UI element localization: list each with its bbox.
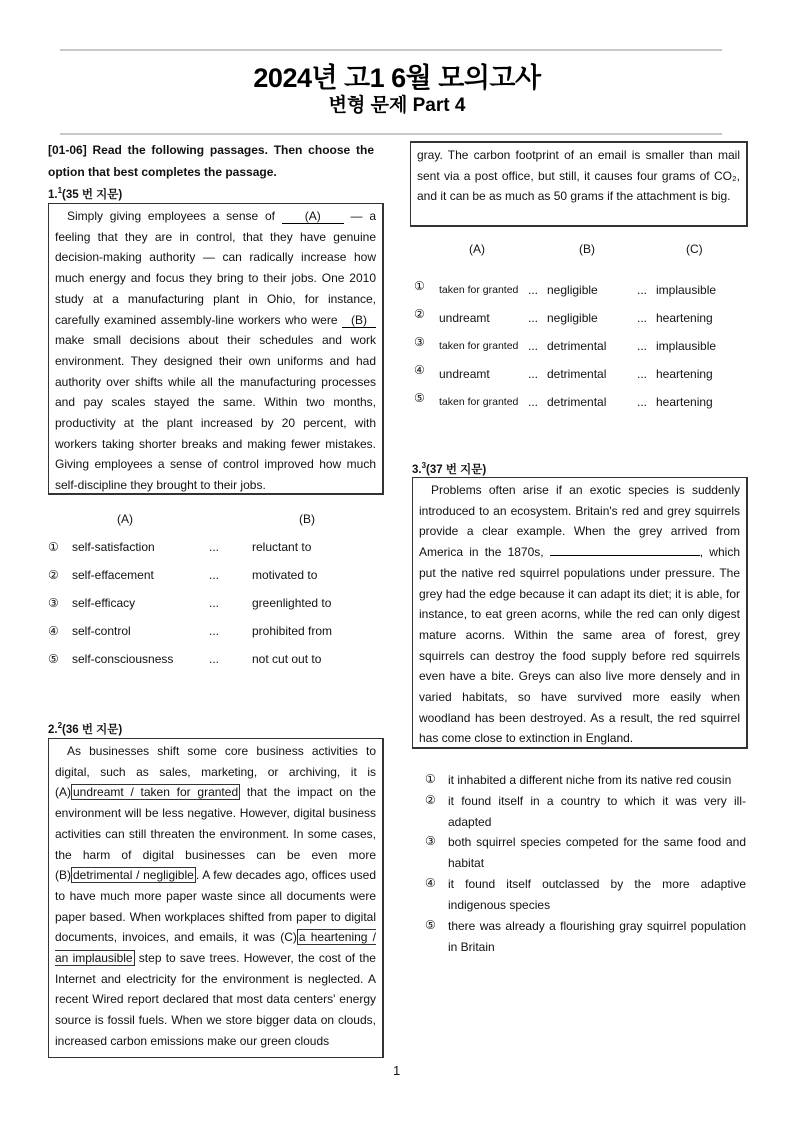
q3-option-2[interactable]: it found itself in a country to which it was very ill-adapted (448, 794, 746, 829)
q1-option-1-a[interactable]: self-satisfaction (72, 540, 155, 554)
q2-option-2-marker[interactable]: ② (414, 307, 425, 321)
q2-col-b-header: (B) (579, 242, 595, 256)
passage-text: — a feeling that they are in control, that they have genuine decision-making authority — can radically increase how much energy and focus they bring to their jobs. One 2010 study at a manufacturing plant in Ohio, for instance, carefully examined assembly-line workers who were (55, 209, 376, 327)
q2-passage-continued: gray. The carbon footprint of an email is smaller than mail sent via a post office, but still, it causes four grams of CO₂, and it can be as much as 50 grams if the attachment is big. (410, 141, 748, 227)
q2-col-c-header: (C) (686, 242, 703, 256)
passage-text: . A few decades ago, offices used to have much more paper waste since all documents were paper based. When workplaces shifted from paper to digital documents, invoices, and emails, it was (C) (55, 868, 376, 945)
q1-number: 1. (48, 188, 58, 201)
q1-option-5-b[interactable]: not cut out to (252, 652, 322, 666)
q1-option-4-a[interactable]: self-control (72, 624, 131, 638)
q1-option-1-sep: ... (209, 540, 220, 554)
q1-option-3-marker[interactable]: ③ (48, 596, 59, 610)
q2-option-5-sep1: ... (528, 395, 539, 409)
q2-option-3-sep2: ... (637, 339, 648, 353)
header-rule (60, 133, 722, 135)
q2-option-4-b[interactable]: detrimental (547, 367, 607, 381)
q3-footnote: 3 (421, 461, 427, 470)
q2-option-3-marker[interactable]: ③ (414, 335, 425, 349)
q3-option-3[interactable]: both squirrel species competed for the same food and habitat (448, 835, 746, 870)
passage-text: that the impact on the environment will be less negative. However, digital business activities can still threaten the environment. In some cases, the harm of digital businesses can be even more (B) (55, 785, 376, 883)
q2-footnote: 2 (57, 721, 63, 730)
q1-option-3-a[interactable]: self-efficacy (72, 596, 136, 610)
q1-option-4-sep: ... (209, 624, 220, 638)
q2-option-1-sep2: ... (637, 283, 648, 297)
blank-a: (A) (282, 209, 344, 224)
passage-text: make small decisions about their schedules and work environment. They designed their own uniforms and had authority over shifts while all the manufacturing processes and pay scales stayed the same. Within two months, productivity at the plant increased by 20 percent, with workers taking shorter breaks and making fewer mistakes. Giving employees a sense of control improved how much self-discipline they brought to their jobs. (55, 333, 376, 493)
q2-col-a-header: (A) (469, 242, 485, 256)
q2-option-4-sep1: ... (528, 367, 539, 381)
q3-option-3-marker[interactable]: ③ (425, 834, 436, 848)
q1-option-4-marker[interactable]: ④ (48, 624, 59, 638)
q1-option-5-sep: ... (209, 652, 220, 666)
passage-text: Problems often arise if an exotic species is suddenly introduced to an ecosystem. Britain's red and grey squirrels provide a clear example. When the grey arrived from America in the 1870s, (419, 483, 740, 560)
page-title: 2024년 고1 6월 모의고사 (253, 63, 541, 93)
q2-option-4-sep2: ... (637, 367, 648, 381)
q2-option-5-a[interactable]: taken for granted (439, 396, 519, 408)
passage-text: Simply giving employees a sense of (67, 209, 282, 223)
q1-option-3-sep: ... (209, 596, 220, 610)
page-number: 1 (393, 1063, 401, 1078)
passage-text: , which put the native red squirrel populations under pressure. The grey had the edge because it can adapt its diet; it is able, for instance, to eat green acorns, while the red can only digest mature acorns. Within the same area of forest, grey squirrels can destroy the food supply before red squirrels even have a bite. Greys can also live more densely and in varied habitats, so have survived more easily when woodland has been destroyed. As a result, the red squirrel has come close to extinction in England. (419, 545, 740, 746)
q1-passage (48, 203, 384, 495)
q2-option-1-marker[interactable]: ① (414, 279, 425, 293)
q1-option-1-b[interactable]: reluctant to (252, 540, 312, 554)
q2-option-2-a[interactable]: undreamt (439, 311, 490, 325)
q2-option-5-c[interactable]: heartening (656, 395, 713, 409)
q2-number: 2. (48, 723, 58, 736)
q2-option-3-c[interactable]: implausible (656, 339, 717, 353)
blank-b: (B) (342, 313, 376, 328)
q3-option-5-marker[interactable]: ⑤ (425, 918, 436, 932)
q1-option-5-marker[interactable]: ⑤ (48, 652, 59, 666)
top-rule (60, 49, 722, 51)
choice-box-a: undreamt / taken for granted (73, 785, 239, 800)
q2-option-1-a[interactable]: taken for granted (439, 284, 519, 296)
instructions: [01-06] Read the following passages. Then choose the option that best completes the passage. (48, 143, 374, 179)
passage-text: step to save trees. However, the cost of the Internet and electricity for the environment is neglected. A recent Wired report declared that most data centers' energy source is fossil fuels. When we store bigger data on clouds, increased carbon emissions make our green clouds (55, 951, 376, 1048)
passage-text: As businesses shift some core business activities to digital, such as sales, marketing, or archiving, it is (A) (55, 744, 376, 800)
q2-option-2-c[interactable]: heartening (656, 311, 713, 325)
q1-source: (35 번 지문) (62, 188, 123, 201)
q3-option-1-marker[interactable]: ① (425, 772, 436, 786)
q3-number: 3. (412, 463, 422, 476)
q1-option-3-b[interactable]: greenlighted to (252, 596, 332, 610)
q3-option-1[interactable]: it inhabited a different niche from its native red cousin (448, 773, 732, 787)
q3-option-2-marker[interactable]: ② (425, 793, 436, 807)
q3-option-4-marker[interactable]: ④ (425, 876, 436, 890)
q2-option-5-marker[interactable]: ⑤ (414, 391, 425, 405)
q1-col-a-header: (A) (117, 512, 133, 526)
q2-option-4-a[interactable]: undreamt (439, 367, 490, 381)
q1-label (48, 181, 122, 206)
q1-footnote: 1 (57, 186, 63, 195)
q1-option-5-a[interactable]: self-consciousness (72, 652, 174, 666)
q1-option-4-b[interactable]: prohibited from (252, 624, 333, 638)
q3-option-5[interactable]: there was already a flourishing gray squirrel population in Britain (448, 919, 746, 954)
page-subtitle: 변형 문제 Part 4 (328, 95, 466, 116)
q2-passage (48, 738, 384, 1058)
q1-option-2-a[interactable]: self-effacement (72, 568, 154, 582)
q2-option-1-c[interactable]: implausible (656, 283, 717, 297)
answer-blank (550, 555, 700, 556)
q2-option-3-a[interactable]: taken for granted (439, 340, 519, 352)
q2-option-4-marker[interactable]: ④ (414, 363, 425, 377)
q2-option-2-b[interactable]: negligible (547, 311, 598, 325)
q1-option-2-sep: ... (209, 568, 220, 582)
q1-option-2-b[interactable]: motivated to (252, 568, 318, 582)
q3-passage (412, 477, 748, 749)
q2-option-2-sep2: ... (637, 311, 648, 325)
q3-option-4[interactable]: it found itself outclassed by the more adaptive indigenous species (448, 877, 746, 912)
q2-option-4-c[interactable]: heartening (656, 367, 713, 381)
choice-box-b: detrimental / negligible (73, 868, 194, 883)
q2-option-3-b[interactable]: detrimental (547, 339, 607, 353)
choice-box-c: a heartening / an implausible (55, 930, 376, 966)
q2-option-5-sep2: ... (637, 395, 648, 409)
q1-option-1-marker[interactable]: ① (48, 540, 59, 554)
q2-option-2-sep1: ... (528, 311, 539, 325)
q1-option-2-marker[interactable]: ② (48, 568, 59, 582)
q2-option-5-b[interactable]: detrimental (547, 395, 607, 409)
q3-source: (37 번 지문) (426, 463, 487, 476)
q1-col-b-header: (B) (299, 512, 315, 526)
q2-option-1-sep1: ... (528, 283, 539, 297)
q2-label (48, 716, 122, 741)
q2-option-3-sep1: ... (528, 339, 539, 353)
q2-source: (36 번 지문) (62, 723, 123, 736)
q2-option-1-b[interactable]: negligible (547, 283, 598, 297)
